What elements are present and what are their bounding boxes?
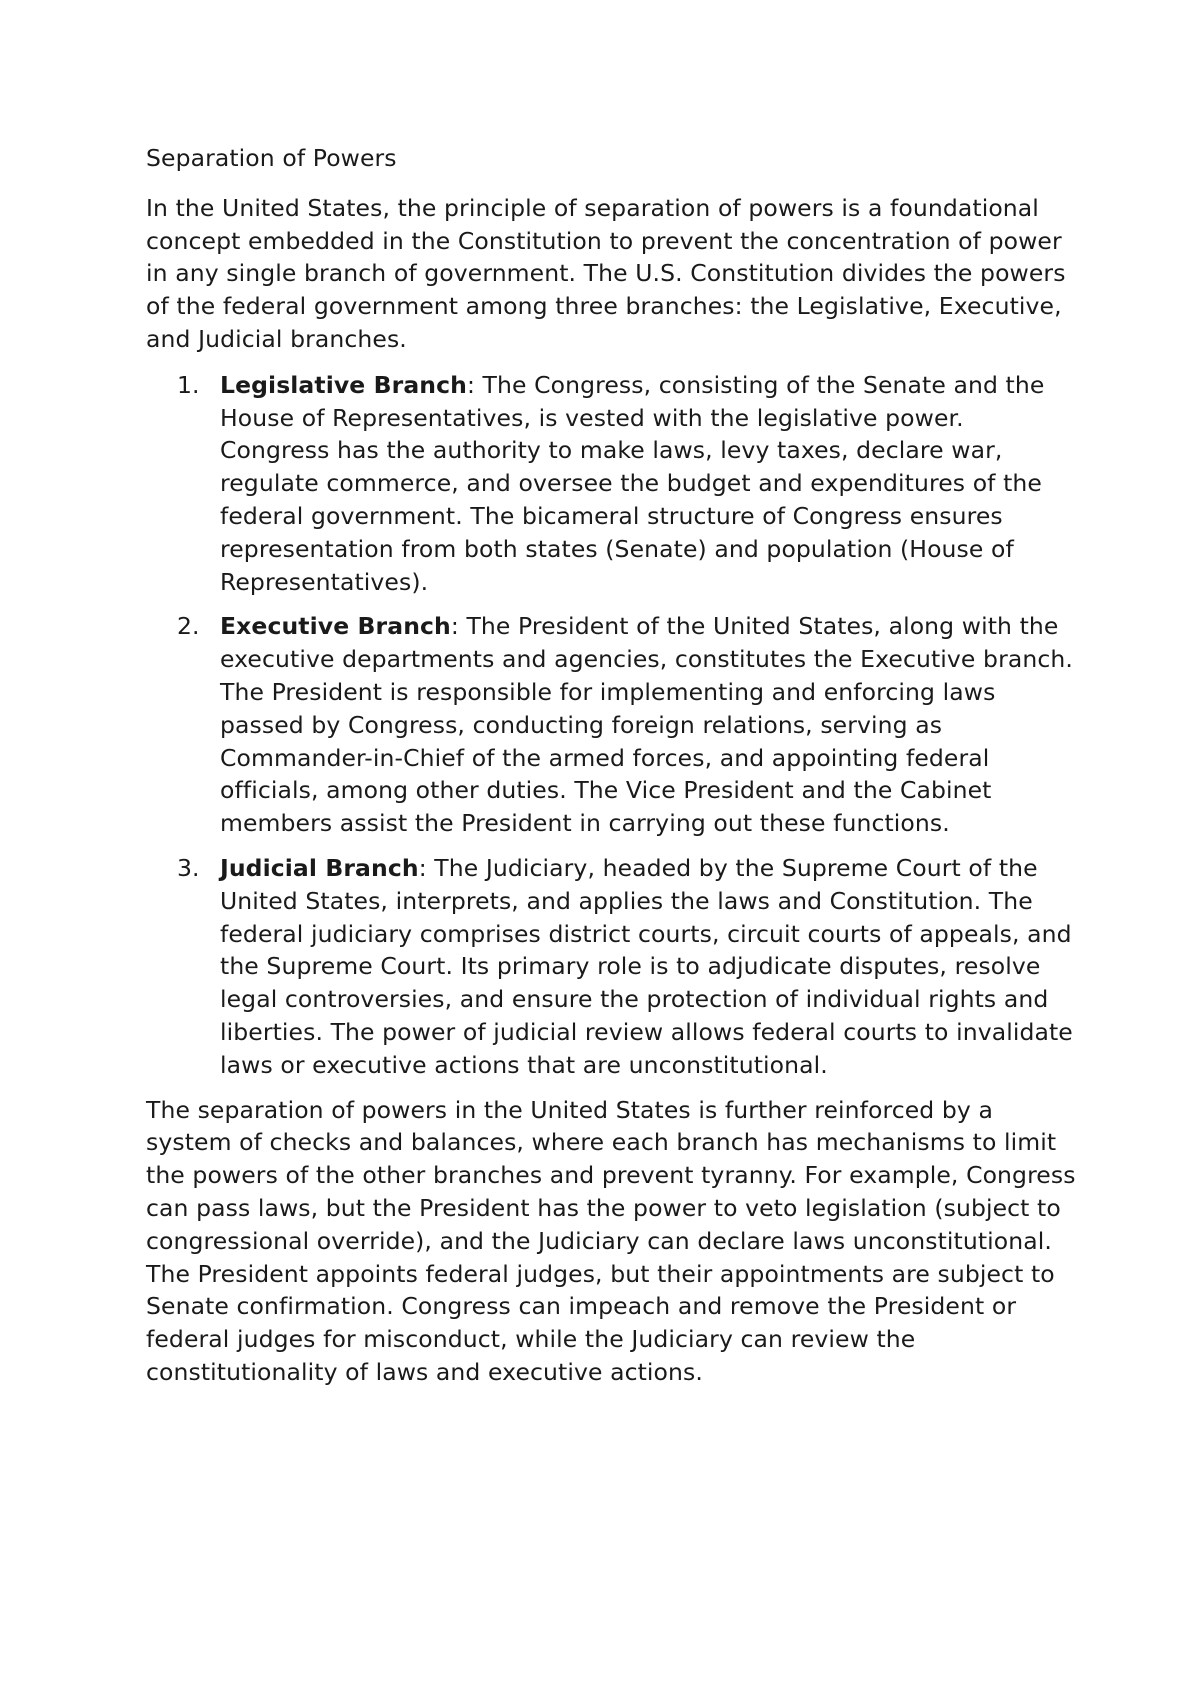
list-item-judicial bbox=[146, 852, 1076, 1082]
branch-description: : The President of the United States, along with the executive departments and agencies, constitutes the Executive branch. The President is responsible for implementing and enforcing laws passed by Congress, conducting foreign relations, serving as Commander-in-Chief of the armed forces, and appointing federal officials, among other duties. The Vice President and the Cabinet members assist the President in carrying out these functions. bbox=[220, 612, 1073, 838]
branch-description: : The Judiciary, headed by the Supreme Court of the United States, interprets, and applies the laws and Constitution. The federal judiciary comprises district courts, circuit courts of appeals, and the Supreme Court. Its primary role is to adjudicate disputes, resolve legal controversies, and ensure the protection of individual rights and liberties. The power of judicial review allows federal courts to invalidate laws or executive actions that are unconstitutional. bbox=[220, 853, 1073, 1079]
branch-list bbox=[146, 369, 1076, 1082]
document-page bbox=[146, 142, 1076, 1402]
branch-heading: Judicial Branch bbox=[220, 853, 419, 882]
list-item-executive bbox=[146, 610, 1076, 840]
branch-heading: Legislative Branch bbox=[220, 370, 467, 399]
list-item-legislative bbox=[146, 369, 1076, 599]
list-number: 3. bbox=[177, 853, 200, 882]
intro-paragraph: In the United States, the principle of separation of powers is a foundational concept embedded in the Constitution to prevent the concentration of power in any single branch of government. The U.S. Constitution divides the powers of the federal government among three branches: the Legislative, Executive, and Judicial branches. bbox=[146, 193, 1066, 353]
list-number: 1. bbox=[177, 370, 200, 399]
conclusion-paragraph: The separation of powers in the United States is further reinforced by a system of checks and balances, where each branch has mechanisms to limit the powers of the other branches and prevent tyranny. For example, Congress can pass laws, but the President has the power to veto legislation (subject to congressional override), and the Judiciary can declare laws unconstitutional. The President appoints federal judges, but their appointments are subject to Senate confirmation. Congress can impeach and remove the President or federal judges for misconduct, while the Judiciary can review the constitutionality of laws and executive actions. bbox=[146, 1095, 1076, 1386]
document-title: Separation of Powers bbox=[146, 144, 397, 172]
branch-heading: Executive Branch bbox=[220, 612, 451, 641]
branch-description: : The Congress, consisting of the Senate and the House of Representatives, is vested with the legislative power. Congress has the authority to make laws, levy taxes, declare war, regulate commerce, and oversee the budget and expenditures of the federal government. The bicameral structure of Congress ensures representation from both states (Senate) and population (House of Representatives). bbox=[220, 370, 1045, 596]
list-number: 2. bbox=[177, 612, 200, 641]
